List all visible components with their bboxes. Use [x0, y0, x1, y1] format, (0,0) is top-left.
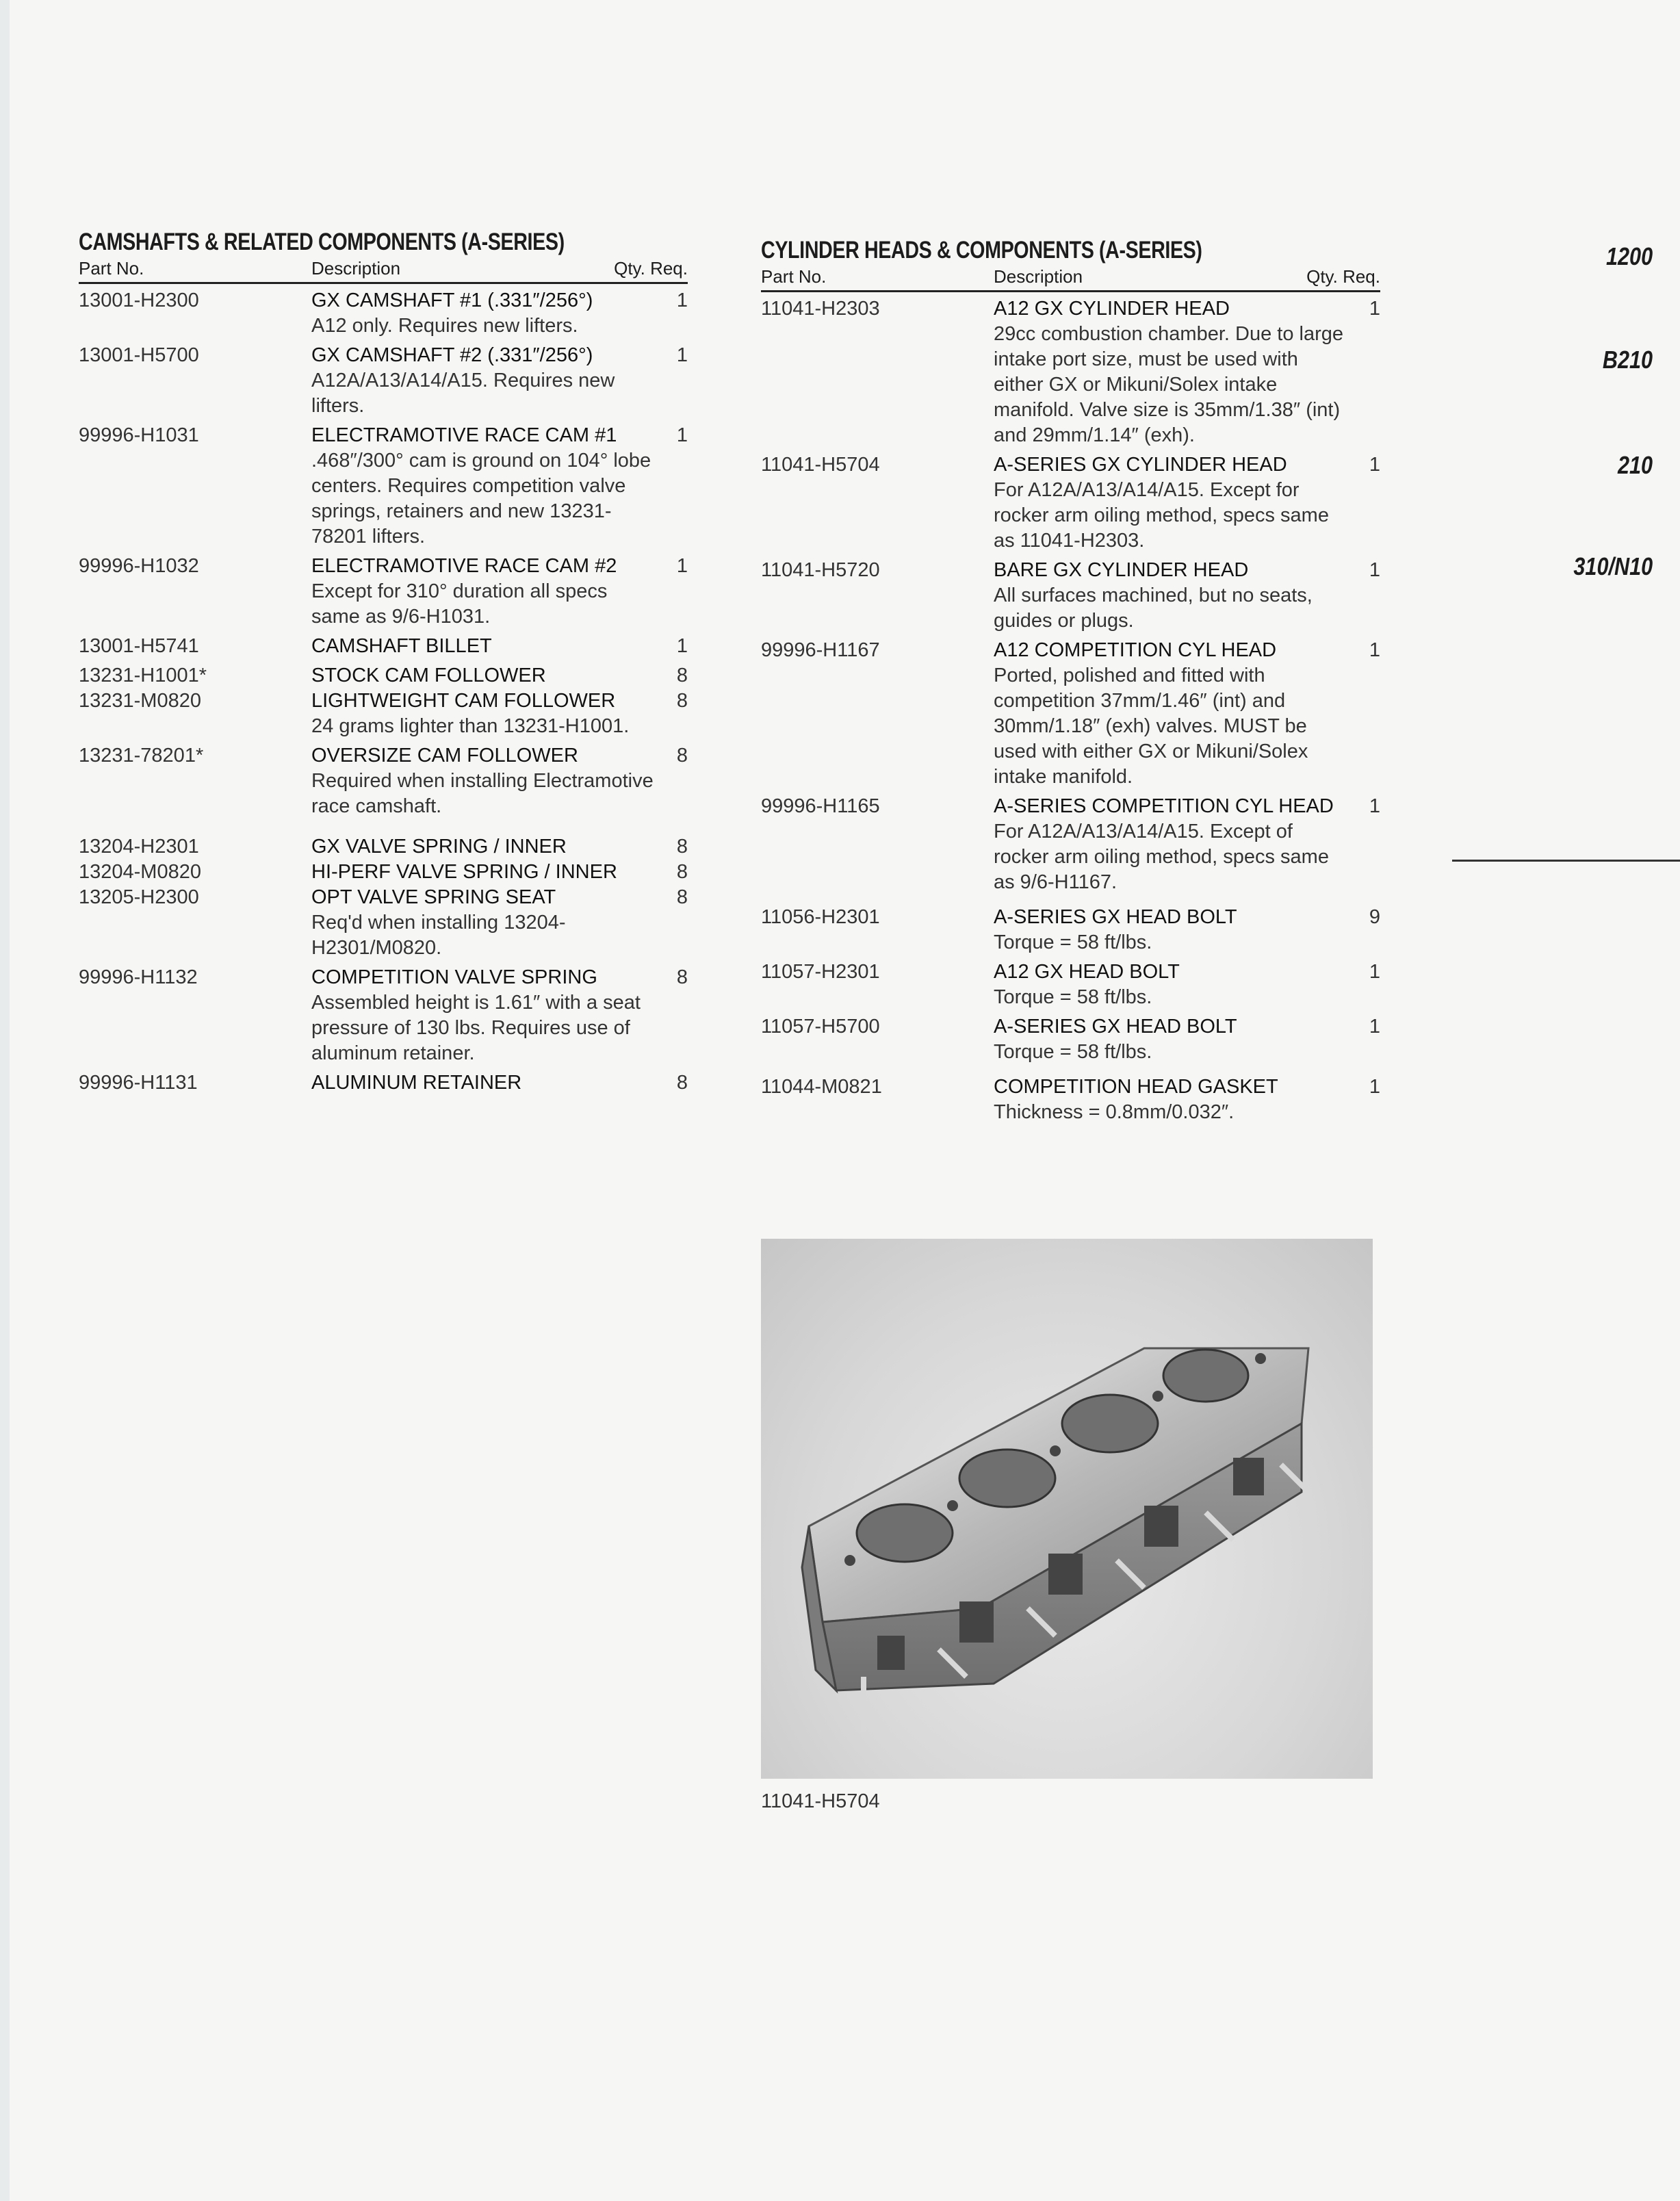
part-number: 99996-H1031 — [79, 424, 199, 446]
section-title: CYLINDER HEADS & COMPONENTS (A-SERIES) — [761, 237, 1202, 263]
col-part-header: Part No. — [79, 258, 144, 279]
quantity: 1 — [1369, 1076, 1380, 1098]
photo-caption: 11041-H5704 — [761, 1790, 880, 1812]
part-description — [994, 296, 1353, 448]
model-label: 210 — [1617, 451, 1653, 479]
part-number: 11041-H5704 — [761, 454, 880, 476]
part-number: 13231-H1001* — [79, 665, 207, 686]
table-row — [79, 1070, 688, 1096]
part-description — [994, 905, 1353, 955]
part-name: STOCK CAM FOLLOWER — [311, 665, 546, 686]
part-description — [311, 965, 660, 1066]
part-number: 13204-M0820 — [79, 861, 201, 883]
part-description — [311, 554, 660, 630]
page-edge — [0, 0, 10, 2201]
part-note: A12 only. Requires new lifters. — [311, 315, 578, 337]
part-name: OPT VALVE SPRING SEAT — [311, 886, 556, 908]
parts-table — [79, 288, 688, 1096]
table-header — [79, 257, 688, 284]
table-row — [761, 1074, 1380, 1125]
part-number: 11057-H5700 — [761, 1016, 880, 1038]
part-name: OVERSIZE CAM FOLLOWER — [311, 745, 578, 767]
part-number: 13001-H5741 — [79, 635, 199, 657]
part-number: 11044-M0821 — [761, 1076, 882, 1098]
table-row — [79, 860, 688, 885]
part-note: Torque = 58 ft/lbs. — [994, 931, 1152, 953]
section-title: CAMSHAFTS & RELATED COMPONENTS (A-SERIES) — [79, 229, 565, 255]
part-name: A-SERIES GX HEAD BOLT — [994, 906, 1237, 928]
part-number: 11057-H2301 — [761, 961, 880, 983]
part-description — [311, 1070, 660, 1096]
part-name: CAMSHAFT BILLET — [311, 635, 492, 657]
part-number: 13001-H2300 — [79, 289, 199, 311]
part-number: 11041-H2303 — [761, 298, 880, 320]
part-number: 99996-H1131 — [79, 1072, 198, 1094]
part-note: Req'd when installing 13204-H2301/M0820. — [311, 912, 566, 959]
part-description — [311, 423, 660, 550]
table-row — [761, 638, 1380, 790]
quantity: 1 — [1369, 454, 1380, 476]
part-note: Required when installing Electramotive race camshaft. — [311, 770, 654, 817]
part-number: 11056-H2301 — [761, 906, 880, 928]
table-row — [79, 663, 688, 688]
part-name: COMPETITION HEAD GASKET — [994, 1076, 1278, 1098]
model-label: 1200 — [1605, 242, 1653, 270]
part-name: A12 GX CYLINDER HEAD — [994, 298, 1230, 320]
part-name: GX CAMSHAFT #1 (.331″/256°) — [311, 289, 593, 311]
part-description — [311, 860, 660, 885]
quantity: 1 — [1369, 1016, 1380, 1038]
cylinder-head-icon — [761, 1239, 1373, 1779]
quantity: 8 — [676, 966, 688, 988]
part-note: All surfaces machined, but no seats, guides or plugs. — [994, 584, 1313, 632]
part-number: 99996-H1165 — [761, 795, 880, 817]
quantity: 8 — [676, 886, 688, 908]
quantity: 1 — [676, 555, 688, 577]
part-description — [311, 743, 660, 819]
part-number: 13001-H5700 — [79, 344, 199, 366]
part-description — [994, 960, 1353, 1010]
part-description — [311, 663, 660, 688]
part-name: LIGHTWEIGHT CAM FOLLOWER — [311, 690, 616, 712]
part-number: 13231-78201* — [79, 745, 204, 767]
part-name: A12 COMPETITION CYL HEAD — [994, 639, 1277, 661]
quantity: 1 — [676, 635, 688, 657]
part-note: 29cc combustion chamber. Due to large intake port size, must be used with either GX or Mikuni/Solex intake manifold. Valve size is 35mm/1.38″ (int) and 29mm/1.14″ (exh). — [994, 323, 1343, 446]
part-note: Except for 310° duration all specs same as 9/6-H1031. — [311, 580, 608, 628]
part-note: Ported, polished and fitted with competition 37mm/1.46″ (int) and 30mm/1.18″ (exh) valves. MUST be used with either GX or Mikuni/Solex intake manifold. — [994, 665, 1308, 788]
table-row — [761, 960, 1380, 1010]
quantity: 8 — [676, 745, 688, 767]
quantity: 8 — [676, 861, 688, 883]
table-row — [761, 296, 1380, 448]
cylinder-head-photo — [761, 1239, 1373, 1779]
part-name: A12 GX HEAD BOLT — [994, 961, 1180, 983]
part-number: 99996-H1032 — [79, 555, 199, 577]
table-row — [79, 554, 688, 630]
part-name: A-SERIES COMPETITION CYL HEAD — [994, 795, 1334, 817]
part-name: GX VALVE SPRING / INNER — [311, 836, 567, 858]
table-row — [79, 965, 688, 1066]
col-desc-header: Description — [994, 266, 1083, 287]
col-qty-header: Qty. Req. — [614, 258, 688, 279]
quantity: 8 — [676, 1072, 688, 1094]
part-description — [994, 452, 1353, 554]
part-note: For A12A/A13/A14/A15. Except for rocker arm oiling method, specs same as 11041-H2303. — [994, 479, 1329, 552]
table-row — [761, 558, 1380, 634]
quantity: 1 — [1369, 298, 1380, 320]
quantity: 8 — [676, 690, 688, 712]
part-number: 99996-H1167 — [761, 639, 880, 661]
part-description — [311, 688, 660, 739]
part-description — [994, 558, 1353, 634]
table-row — [79, 288, 688, 339]
part-name: COMPETITION VALVE SPRING — [311, 966, 597, 988]
part-description — [311, 343, 660, 419]
part-number: 11041-H5720 — [761, 559, 880, 581]
table-row — [761, 905, 1380, 955]
cylinder-heads-section — [761, 237, 1380, 1125]
model-label: B210 — [1602, 346, 1653, 374]
part-number: 99996-H1132 — [79, 966, 198, 988]
part-note: Torque = 58 ft/lbs. — [994, 986, 1152, 1008]
quantity: 1 — [1369, 639, 1380, 661]
parts-table — [761, 296, 1380, 1125]
part-name: ELECTRAMOTIVE RACE CAM #2 — [311, 555, 617, 577]
part-note: For A12A/A13/A14/A15. Except of rocker arm oiling method, specs same as 9/6-H1167. — [994, 821, 1329, 893]
table-row — [79, 885, 688, 961]
part-description — [311, 288, 660, 339]
quantity: 1 — [1369, 961, 1380, 983]
quantity: 9 — [1369, 906, 1380, 928]
camshafts-section — [79, 229, 688, 1096]
col-part-header: Part No. — [761, 266, 827, 287]
part-note: .468″/300° cam is ground on 104° lobe centers. Requires competition valve springs, retainers and new 13231-78201 lifters. — [311, 450, 651, 548]
model-label: 310/N10 — [1573, 552, 1653, 580]
part-name: ALUMINUM RETAINER — [311, 1072, 522, 1094]
table-row — [79, 343, 688, 419]
part-description — [311, 634, 660, 659]
table-row — [79, 834, 688, 860]
part-number: 13204-H2301 — [79, 836, 199, 858]
col-desc-header: Description — [311, 258, 401, 279]
table-header — [761, 266, 1380, 292]
quantity: 1 — [676, 344, 688, 366]
part-name: ELECTRAMOTIVE RACE CAM #1 — [311, 424, 617, 446]
quantity: 8 — [676, 665, 688, 686]
table-row — [761, 452, 1380, 554]
part-note: Torque = 58 ft/lbs. — [994, 1041, 1152, 1063]
part-note: 24 grams lighter than 13231-H1001. — [311, 715, 630, 737]
part-name: A-SERIES GX CYLINDER HEAD — [994, 454, 1287, 476]
part-description — [994, 794, 1353, 895]
table-row — [79, 634, 688, 659]
part-name: A-SERIES GX HEAD BOLT — [994, 1016, 1237, 1038]
part-description — [311, 885, 660, 961]
part-name: HI-PERF VALVE SPRING / INNER — [311, 861, 617, 883]
part-number: 13231-M0820 — [79, 690, 201, 712]
table-row — [79, 423, 688, 550]
part-note: Thickness = 0.8mm/0.032″. — [994, 1101, 1235, 1123]
quantity: 1 — [1369, 559, 1380, 581]
quantity: 8 — [676, 836, 688, 858]
table-row — [761, 794, 1380, 895]
part-description — [994, 1074, 1353, 1125]
part-name: BARE GX CYLINDER HEAD — [994, 559, 1249, 581]
part-description — [994, 1014, 1353, 1065]
part-description — [311, 834, 660, 860]
part-description — [994, 638, 1353, 790]
table-row — [79, 743, 688, 819]
quantity: 1 — [676, 289, 688, 311]
part-note: Assembled height is 1.61″ with a seat pressure of 130 lbs. Requires use of aluminum retainer. — [311, 992, 641, 1064]
col-qty-header: Qty. Req. — [1306, 266, 1380, 287]
part-name: GX CAMSHAFT #2 (.331″/256°) — [311, 344, 593, 366]
quantity: 1 — [1369, 795, 1380, 817]
quantity: 1 — [676, 424, 688, 446]
part-note: A12A/A13/A14/A15. Requires new lifters. — [311, 370, 615, 417]
divider — [1452, 860, 1680, 862]
part-number: 13205-H2300 — [79, 886, 199, 908]
table-row — [79, 688, 688, 739]
table-row — [761, 1014, 1380, 1065]
